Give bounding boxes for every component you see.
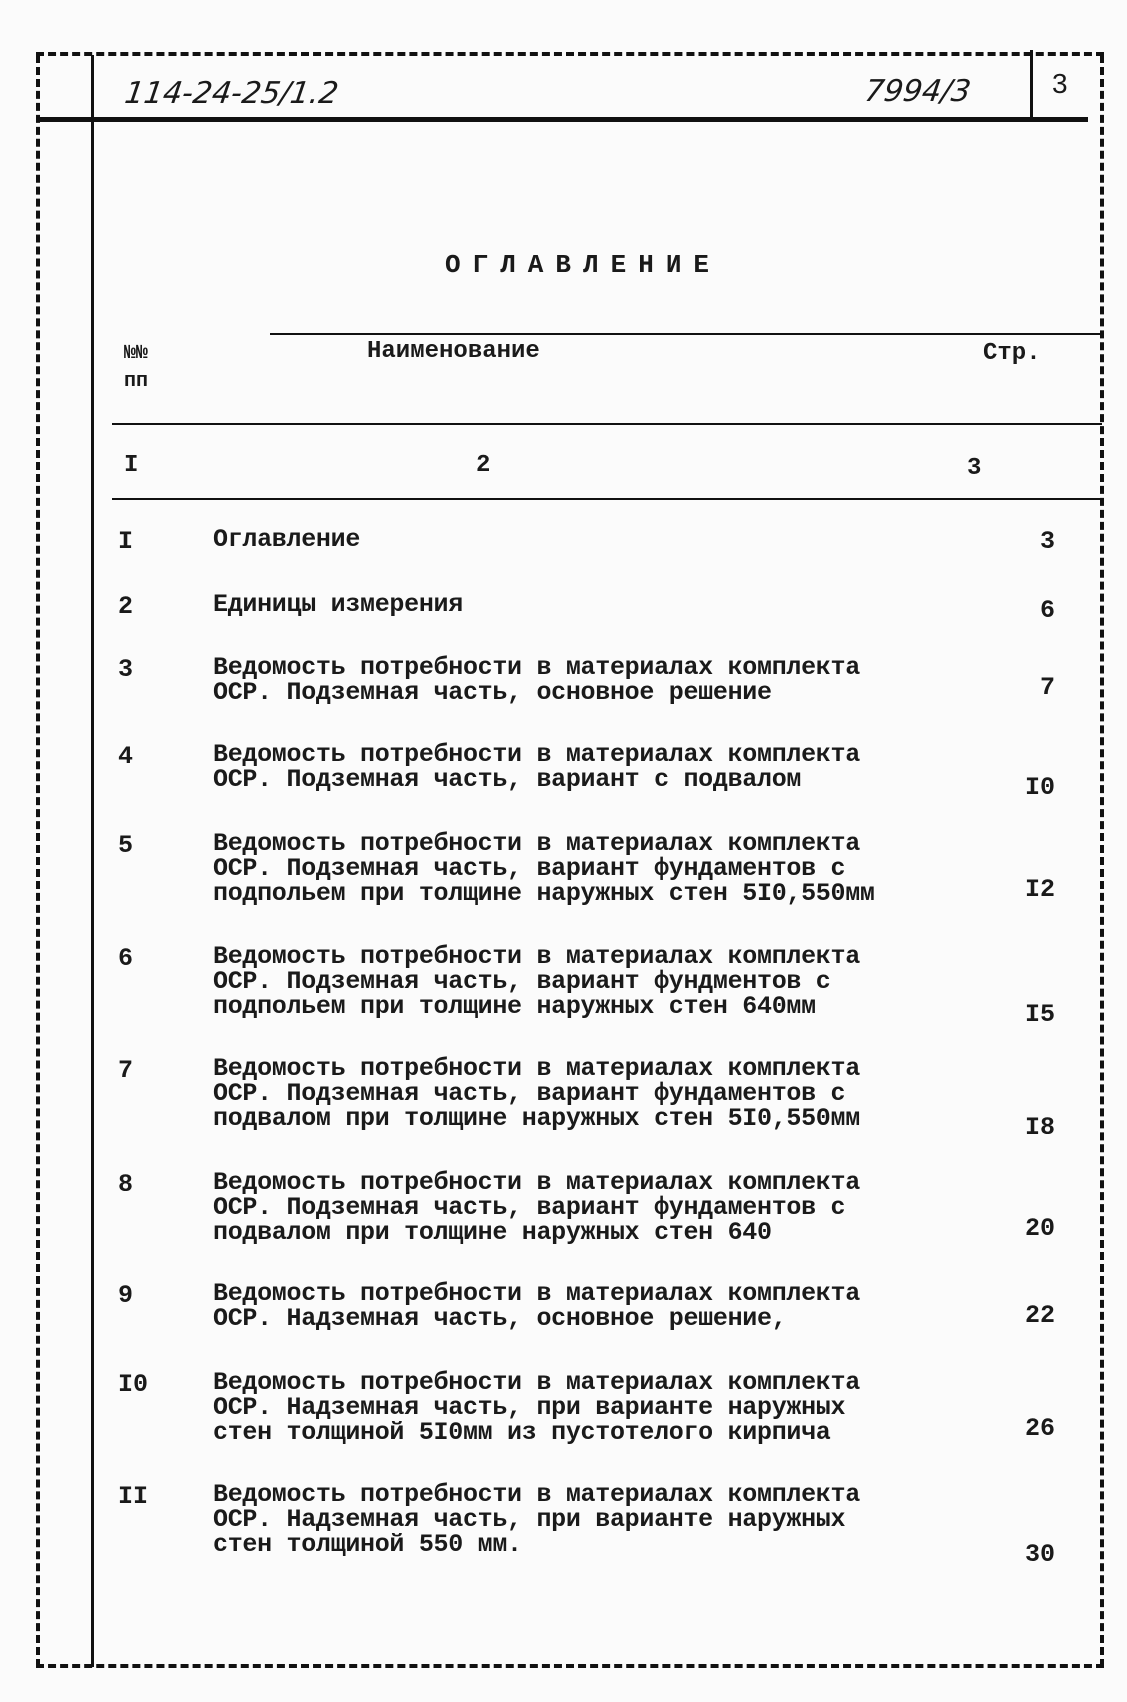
row-title-line: подпольем при толщине наружных стен 640мм [213, 992, 816, 1021]
row-title-line: Ведомость потребности в материалах комплекта [213, 1480, 860, 1509]
row-title-line: Ведомость потребности в материалах комплекта [213, 1279, 860, 1308]
row-page-number: 26 [1024, 1414, 1055, 1443]
row-number: 7 [118, 1056, 134, 1085]
row-title-line: ОСР. Надземная часть, при варианте наружных [213, 1505, 846, 1534]
column-header-name: Наименование [367, 338, 540, 365]
row-number: 2 [118, 592, 134, 621]
row-number: I [118, 527, 134, 556]
row-title-line: ОСР. Подземная часть, основное решение [213, 678, 772, 707]
row-title-line: ОСР. Надземная часть, при варианте наружных [213, 1393, 846, 1422]
doc-code: 114-24-25/1.2 [122, 76, 341, 111]
header-divider [112, 423, 1102, 425]
row-title-line: Оглавление [213, 525, 361, 554]
row-number: 3 [118, 655, 134, 684]
row-title-line: ОСР. Подземная часть, вариант фундментов с [213, 967, 831, 996]
row-number: 8 [118, 1170, 134, 1199]
row-title-line: ОСР. Подземная часть, вариант фундаментов с [213, 854, 846, 883]
table-top-line [270, 333, 1100, 335]
row-page-number: I0 [1024, 773, 1055, 802]
row-title-line: ОСР. Надземная часть, основное решение, [213, 1304, 787, 1333]
body-top-line [112, 498, 1102, 500]
column-number-3: 3 [967, 455, 982, 482]
column-header-number [124, 340, 148, 396]
row-title-line: подвалом при толщине наружных стен 640 [213, 1218, 772, 1247]
frame-left-border [36, 55, 40, 1667]
column-number-1: I [124, 452, 139, 479]
row-title-line: ОСР. Подземная часть, вариант фундаментов с [213, 1079, 846, 1108]
row-title-line: Ведомость потребности в материалах комплекта [213, 1368, 860, 1397]
row-title-line: стен толщиной 5I0мм из пустотелого кирпича [213, 1418, 831, 1447]
binding-margin-line [91, 55, 94, 1667]
row-number: II [118, 1482, 149, 1511]
column-number-2: 2 [476, 452, 491, 479]
header-num-line2: пп [124, 370, 149, 393]
row-page-number: 22 [1024, 1301, 1055, 1330]
row-page-number: 30 [1024, 1540, 1055, 1569]
row-title-line: ОСР. Подземная часть, вариант фундаментов с [213, 1193, 846, 1222]
column-header-page: Стр. [983, 340, 1041, 367]
row-title-line: Ведомость потребности в материалах комплекта [213, 740, 860, 769]
row-page-number: I8 [1024, 1113, 1055, 1142]
header-num-line1: №№ [124, 342, 149, 365]
sheet-cell-divider [1030, 50, 1033, 118]
row-title-line: подвалом при толщине наружных стен 5I0,550мм [213, 1104, 860, 1133]
sheet-number: 3 [1052, 68, 1068, 99]
row-number: 4 [118, 742, 134, 771]
row-number: 5 [118, 831, 134, 860]
frame-right-border [1100, 55, 1104, 1667]
row-page-number: I5 [1024, 1000, 1055, 1029]
row-number: 6 [118, 944, 134, 973]
row-page-number: 7 [1039, 673, 1055, 702]
page-title: ОГЛАВЛЕНИЕ [445, 250, 722, 280]
row-title-line: Ведомость потребности в материалах комплекта [213, 1054, 860, 1083]
row-page-number: 3 [1039, 527, 1055, 556]
row-title-line: Ведомость потребности в материалах комплекта [213, 653, 860, 682]
frame-bottom-border [36, 1664, 1104, 1668]
inventory-number: 7994/3 [862, 74, 974, 109]
row-number: 9 [118, 1281, 134, 1310]
row-title-line: Ведомость потребности в материалах комплекта [213, 942, 860, 971]
row-number: I0 [118, 1370, 149, 1399]
row-title-line: Ведомость потребности в материалах комплекта [213, 1168, 860, 1197]
row-page-number: 20 [1024, 1214, 1055, 1243]
row-title-line: Ведомость потребности в материалах комплекта [213, 829, 860, 858]
row-title-line: подпольем при толщине наружных стен 5I0,550мм [213, 879, 875, 908]
row-title-line: ОСР. Подземная часть, вариант с подвалом [213, 765, 802, 794]
frame-top-border [36, 52, 1104, 56]
stamp-bottom-line [36, 117, 1088, 122]
row-page-number: I2 [1024, 875, 1055, 904]
row-title-line: стен толщиной 550 мм. [213, 1530, 522, 1559]
row-title-line: Единицы измерения [213, 590, 463, 619]
row-page-number: 6 [1039, 596, 1055, 625]
